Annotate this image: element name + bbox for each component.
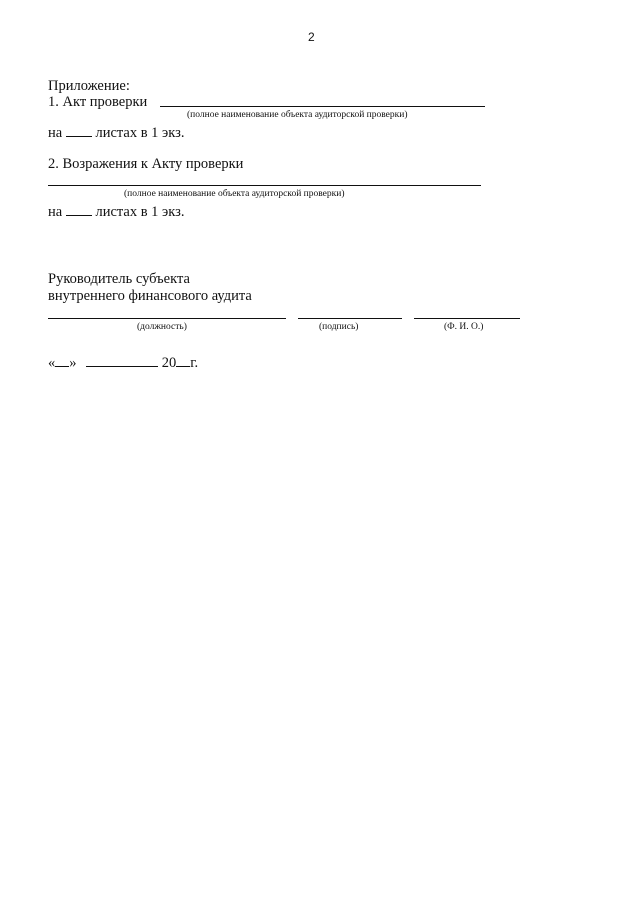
signature-line [298,318,402,319]
item1-sheets-prefix: на [48,125,63,141]
item2-sheets-blank [66,203,92,216]
item2-sheets-suffix: листах в 1 экз. [95,204,185,220]
date-line [48,354,198,371]
position-line [48,318,286,319]
page-number: 2 [308,30,315,44]
date-open-quote: « [48,355,56,371]
item1-sheets [48,124,185,141]
day-blank [55,354,69,367]
appendix-heading: Приложение: [48,78,130,94]
item2-sheets-prefix: на [48,204,63,220]
signature-caption: (подпись) [319,322,359,332]
item2-caption: (полное наименование объекта аудиторской проверки) [124,189,345,199]
item2-label: 2. Возражения к Акту проверки [48,156,244,172]
item1-sheets-suffix: листах в 1 экз. [95,125,185,141]
position-caption: (должность) [137,322,187,332]
item2-sheets [48,203,185,220]
year-prefix: 20 [161,355,177,371]
item1-sheets-blank [66,124,92,137]
item2-object-line [48,185,481,186]
year-suffix: г. [190,355,199,371]
item1-object-line [160,106,485,107]
signatory-title-line2: внутреннего финансового аудита [48,288,252,304]
item1-label: 1. Акт проверки [48,94,148,110]
name-line [414,318,520,319]
date-close-quote: » [69,355,77,371]
signatory-title-line1: Руководитель субъекта [48,271,190,287]
name-caption: (Ф. И. О.) [444,322,484,332]
item1-caption: (полное наименование объекта аудиторской проверки) [187,110,408,120]
year-blank [176,354,190,367]
month-blank [86,354,158,367]
